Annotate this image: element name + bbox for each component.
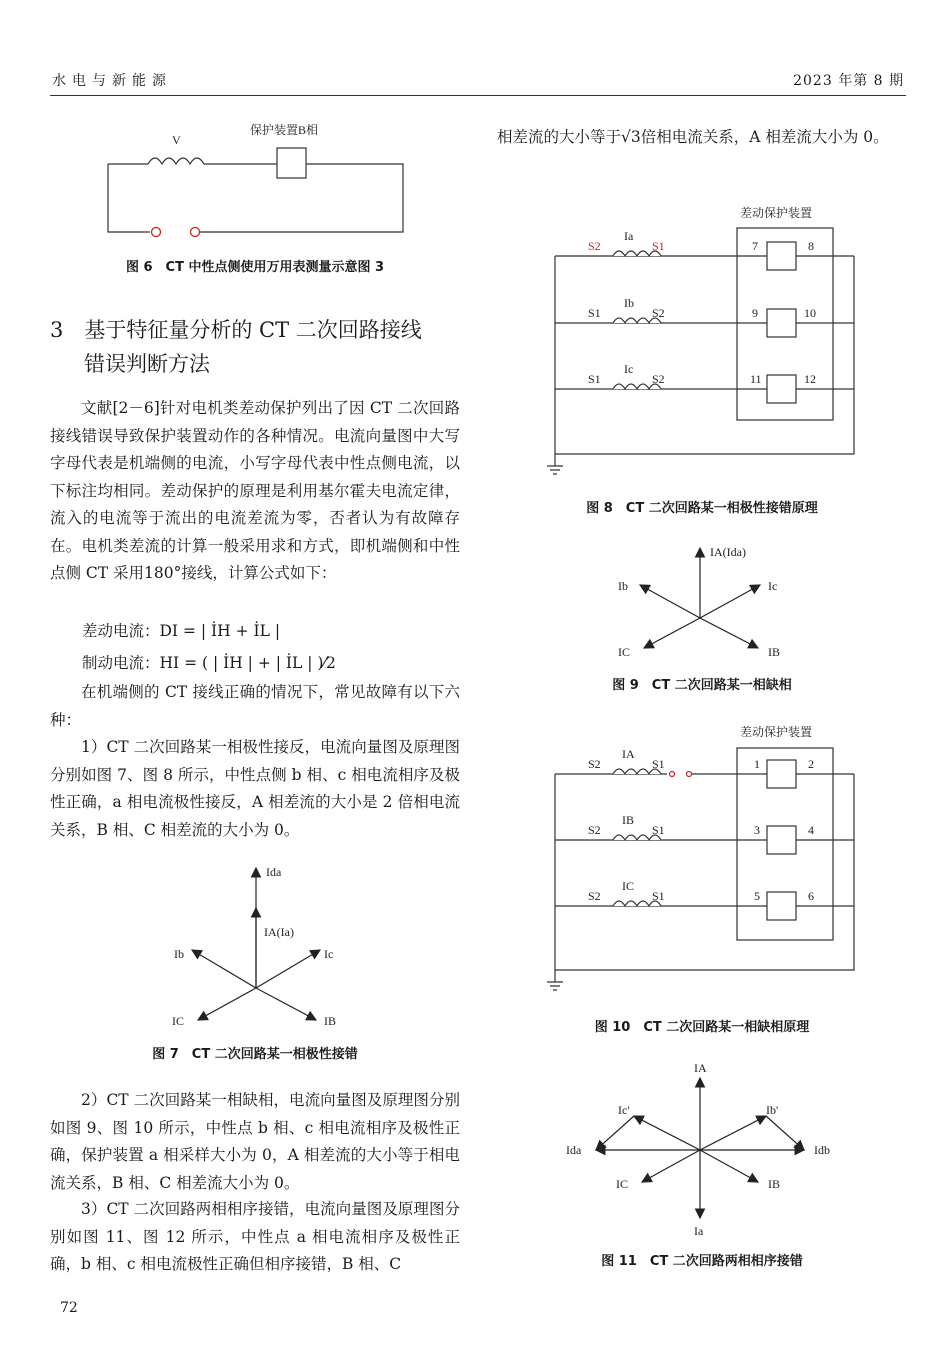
figure-6-circuit	[100, 118, 480, 238]
fig11-icp: Ic'	[618, 1103, 630, 1117]
fig10-r3-t1: 5	[754, 889, 760, 903]
fig10-row-2	[555, 813, 854, 854]
figure-10-circuit	[540, 718, 870, 1008]
ground-symbol	[547, 970, 563, 990]
fig10-r3-left: S2	[588, 889, 601, 903]
ground-symbol	[547, 454, 563, 474]
fig8-r2-right: S2	[652, 306, 665, 320]
fig8-r3-left: S1	[588, 372, 601, 386]
fig10-row-3	[555, 879, 854, 920]
paragraph-5: 3）CT 二次回路两相相序接错，电流向量图及原理图分别如图 11、图 12 所示，中性点 a 相电流相序及极性正确，b 相、c 相电流极性正确但相序接错，B 相、C	[50, 1200, 460, 1273]
fig9-ib: Ib	[618, 579, 628, 593]
figure-6-caption: 图 6 CT 中性点侧使用万用表测量示意图 3	[125, 260, 385, 275]
fig7-IC: IC	[172, 1014, 184, 1028]
fig10-r3-right: S1	[652, 889, 665, 903]
fig8-r2-left: S1	[588, 306, 601, 320]
section-title-line2: 错误判断方法	[84, 352, 210, 376]
figure-11-vector-diagram	[550, 1060, 850, 1240]
fig8-title: 差动保护装置	[740, 206, 813, 220]
fig7-ia: IA(Ia)	[264, 925, 294, 939]
fig7-ida: Ida	[266, 865, 282, 879]
fig8-r1-t1: 7	[752, 239, 758, 253]
figure-8-caption: 图 8 CT 二次回路某一相极性接错原理	[586, 501, 818, 516]
fig11-ibp: Ib'	[766, 1103, 779, 1117]
fig9-IB: IB	[768, 645, 780, 659]
paragraph-3: 1）CT 二次回路某一相极性接反，电流向量图及原理图分别如图 7、图 8 所示，中性点侧 b 相、c 相电流相序及极性正确，a 相电流极性接反，A 相差流的大小是 2 倍相电流关系，B 相、C 相差流的大小为 0。	[50, 738, 460, 839]
fig8-row-2	[555, 296, 854, 337]
fig11-IA: IA	[694, 1061, 707, 1075]
fig8-r1-t2: 8	[808, 239, 814, 253]
fig7-ic: Ic	[324, 947, 334, 961]
fig10-row-1	[555, 747, 854, 788]
fig10-r3-t2: 6	[808, 889, 814, 903]
fig9-IC: IC	[618, 645, 630, 659]
fig10-title: 差动保护装置	[740, 725, 813, 739]
page-number: 72	[60, 1300, 78, 1316]
fig8-r3-coil: Ic	[624, 362, 634, 376]
fig9-ic: Ic	[768, 579, 778, 593]
fig7-ib: Ib	[174, 947, 184, 961]
figure-9-caption: 图 9 CT 二次回路某一相缺相	[612, 678, 792, 693]
section-title-line1: 3 基于特征量分析的 CT 二次回路接线	[50, 318, 422, 342]
fig10-r2-t2: 4	[808, 823, 814, 837]
fig10-r2-left: S2	[588, 823, 601, 837]
header-rule	[50, 95, 906, 96]
figure-8-circuit	[540, 200, 870, 480]
figure-11-caption: 图 11 CT 二次回路两相相序接错	[601, 1254, 803, 1269]
fig8-r1-right: S1	[652, 239, 665, 253]
paragraph-4: 2）CT 二次回路某一相缺相，电流向量图及原理图分别如图 9、图 10 所示，中性点 b 相、c 相电流相序及极性正确，保护装置 a 相采样大小为 0，A 相差流的大小等于相电流关系，B 相、C 相差流大小为 0。	[50, 1091, 460, 1192]
section-title	[50, 313, 470, 381]
fig10-r3-coil: IC	[622, 879, 634, 893]
fig7-IB: IB	[324, 1014, 336, 1028]
figure-10-caption: 图 10 CT 二次回路某一相缺相原理	[594, 1020, 810, 1035]
fig8-r3-t2: 12	[804, 372, 816, 386]
fig6-v-label: V	[172, 133, 181, 147]
figure-7-caption: 图 7 CT 二次回路某一相极性接错	[152, 1047, 358, 1062]
fig10-r1-t1: 1	[754, 757, 760, 771]
journal-name: 水电与新能源	[52, 73, 172, 89]
figure-7-vector-diagram	[160, 860, 420, 1050]
fig10-r1-t2: 2	[808, 757, 814, 771]
fig10-r2-t1: 3	[754, 823, 760, 837]
figure-9-vector-diagram	[600, 540, 840, 670]
fig11-Ia: Ia	[694, 1224, 704, 1238]
fig10-r2-right: S1	[652, 823, 665, 837]
fig8-row-3	[555, 362, 854, 403]
issue-label: 2023 年第 8 期	[793, 73, 904, 89]
fig8-r1-left: S2	[588, 239, 601, 253]
fig10-r1-left: S2	[588, 757, 601, 771]
fig11-IB: IB	[768, 1177, 780, 1191]
fig9-ia: IA(Ida)	[710, 545, 746, 559]
fig10-r2-coil: IB	[622, 813, 634, 827]
fig10-r1-coil: IA	[622, 747, 635, 761]
formula-differential: 差动电流：DI = | İH + İL |	[82, 622, 281, 640]
fig8-r3-t1: 11	[750, 372, 762, 386]
fig8-r3-right: S2	[652, 372, 665, 386]
fig8-r2-t2: 10	[804, 306, 816, 320]
paragraph-right-top: 相差流的大小等于√3倍相电流关系，A 相差流大小为 0。	[497, 128, 889, 146]
fig11-idb: Idb	[814, 1143, 830, 1157]
fig8-r1-coil: Ia	[624, 229, 634, 243]
fig11-IC: IC	[616, 1177, 628, 1191]
fig10-r1-right: S1	[652, 757, 665, 771]
paragraph-1: 文献[2－6]针对电机类差动保护列出了因 CT 二次回路接线错误导致保护装置动作的各种情况。电流向量图中大写字母代表是机端侧的电流，小写字母代表中性点侧电流，以下标注均相同。差动保护的原理是利用基尔霍夫电流定律，流入的电流等于流出的电流差流为零，否者认为有故障存在。电机类差流的计算一般采用求和方式，即机端侧和中性点侧 CT 采用180°接线，计算公式如下：	[50, 399, 460, 582]
fig8-r2-t1: 9	[752, 306, 758, 320]
fig6-device-label: 保护装置B相	[250, 123, 319, 137]
fig8-r2-coil: Ib	[624, 296, 634, 310]
fig8-row-1	[555, 229, 854, 270]
fig11-ida: Ida	[566, 1143, 582, 1157]
paragraph-2: 在机端侧的 CT 接线正确的情况下，常见故障有以下六种：	[50, 683, 460, 729]
formula-restraint: 制动电流：HI = ( | İH | + | İL | )⁄2	[82, 654, 336, 672]
